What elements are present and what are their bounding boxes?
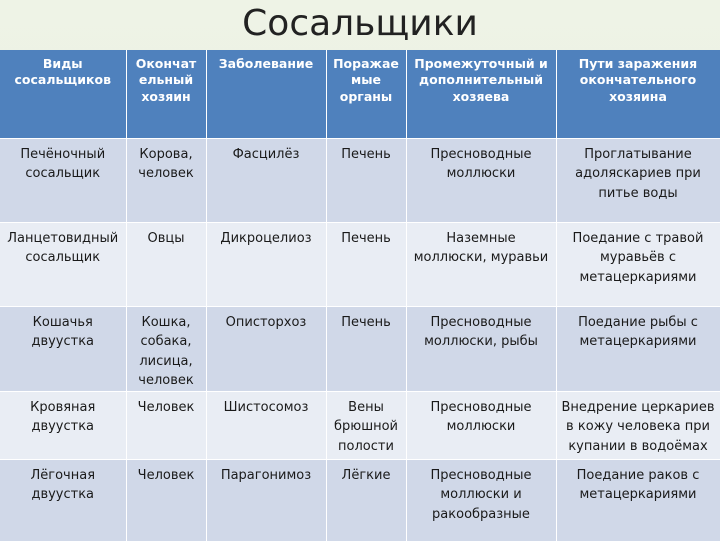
table-cell: Пресноводные моллюски <box>406 138 556 222</box>
table-row <box>0 306 720 391</box>
table-cell: Вены брюшной полости <box>326 391 406 459</box>
table-cell: Пресноводные моллюски, рыбы <box>406 306 556 391</box>
table-header-row <box>0 50 720 138</box>
table-cell: Корова, человек <box>126 138 206 222</box>
table-cell: Овцы <box>126 222 206 306</box>
table-cell: Поедание с травой муравьёв с метацеркариями <box>556 222 720 306</box>
table-cell: Наземные моллюски, муравьи <box>406 222 556 306</box>
table-cell: Поедание раков с метацеркариями <box>556 459 720 541</box>
table-cell: Печень <box>326 222 406 306</box>
trematodes-table <box>0 50 720 541</box>
table-cell: Печёночный сосальщик <box>0 138 126 222</box>
table-cell: Печень <box>326 306 406 391</box>
table-cell: Пресноводные моллюски <box>406 391 556 459</box>
table-cell: Проглатывание адоляскариев при питье воды <box>556 138 720 222</box>
column-header: Промежуточный и дополнительный хозяева <box>406 50 556 138</box>
column-header: Окончат ельный хозяин <box>126 50 206 138</box>
table-cell: Лёгкие <box>326 459 406 541</box>
table-row <box>0 459 720 541</box>
table-row <box>0 138 720 222</box>
table-cell: Человек <box>126 391 206 459</box>
table-cell: Кошка, собака, лисица, человек <box>126 306 206 391</box>
table-cell: Пресноводные моллюски и ракообразные <box>406 459 556 541</box>
table-cell: Дикроцелиоз <box>206 222 326 306</box>
table-cell: Кровяная двуустка <box>0 391 126 459</box>
table-cell: Парагонимоз <box>206 459 326 541</box>
table-cell: Печень <box>326 138 406 222</box>
table-cell: Поедание рыбы с метацеркариями <box>556 306 720 391</box>
table-cell: Кошачья двуустка <box>0 306 126 391</box>
table-cell: Описторхоз <box>206 306 326 391</box>
table-row <box>0 391 720 459</box>
table-cell: Человек <box>126 459 206 541</box>
table-cell: Шистосомоз <box>206 391 326 459</box>
table-row <box>0 222 720 306</box>
column-header: Пути заражения окончательного хозяина <box>556 50 720 138</box>
page-title: Сосальщики <box>242 3 478 44</box>
column-header: Поражае мые органы <box>326 50 406 138</box>
table-cell: Фасцилёз <box>206 138 326 222</box>
column-header: Заболевание <box>206 50 326 138</box>
table-cell: Внедрение церкариев в кожу человека при купании в водоёмах <box>556 391 720 459</box>
column-header: Виды сосальщиков <box>0 50 126 138</box>
table-cell: Ланцетовидный сосальщик <box>0 222 126 306</box>
table-cell: Лёгочная двуустка <box>0 459 126 541</box>
